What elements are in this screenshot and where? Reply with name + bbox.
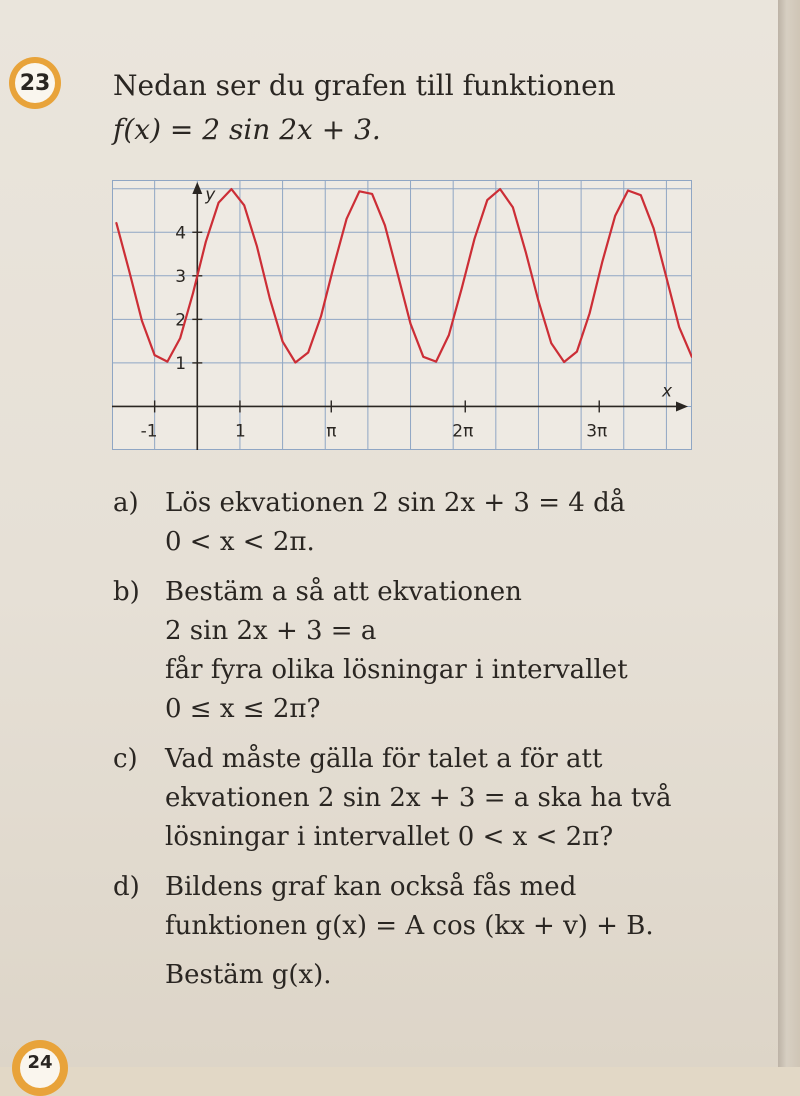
curve-point (115, 222, 117, 224)
y-axis-label: y (205, 185, 216, 205)
curve-point (589, 312, 591, 314)
curve-point (295, 362, 297, 364)
curve-point (678, 326, 680, 328)
question-text: 2 sin 2x + 3 = a (165, 616, 377, 646)
curve-point (627, 190, 629, 192)
x-tick-label: 3π (586, 421, 608, 442)
curve-point (397, 273, 399, 275)
curve-point (461, 288, 463, 290)
curve-point (282, 341, 284, 343)
curve-point (192, 292, 194, 294)
x-axis-label: x (662, 381, 673, 402)
y-tick-label: 3 (175, 266, 187, 287)
curve-point (550, 343, 552, 345)
y-tick-label: 1 (175, 353, 187, 374)
curve-point (205, 241, 207, 243)
question-a (113, 484, 733, 562)
curve-point (410, 323, 412, 325)
question-text: 0 < x < 2π. (165, 527, 315, 557)
question-text: får fyra olika lösningar i intervallet (165, 655, 628, 685)
question-text: ekvationen 2 sin 2x + 3 = a ska ha två (165, 783, 672, 813)
curve-point (218, 202, 220, 204)
question-text: Lös ekvationen 2 sin 2x + 3 = 4 då (165, 488, 626, 518)
curve-point (512, 207, 514, 209)
question-label: d) (113, 872, 140, 902)
graph-svg (112, 180, 692, 450)
x-tick-label: π (326, 421, 337, 442)
curve-point (653, 228, 655, 230)
curve-point (576, 351, 578, 353)
curve-point (307, 352, 309, 354)
question-d (113, 868, 733, 995)
curve-point (167, 361, 169, 363)
curve-point (448, 334, 450, 336)
x-tick-label: 2π (452, 421, 474, 442)
next-exercise-badge (12, 1040, 68, 1096)
curve-point (154, 354, 156, 356)
exercise-number-badge (9, 57, 61, 109)
curve-point (359, 191, 361, 193)
question-c (113, 740, 733, 857)
y-tick-label: 4 (175, 223, 187, 244)
curve-point (346, 218, 348, 220)
page-edge (778, 0, 800, 1067)
question-text: Bestäm a så att ekvationen (165, 577, 522, 607)
curve-point (499, 188, 501, 190)
y-tick-label: 2 (175, 310, 187, 331)
curve-point (538, 300, 540, 302)
curve-point (614, 215, 616, 217)
x-tick-label: -1 (140, 421, 158, 442)
question-text: funktionen g(x) = A cos (kx + v) + B. (165, 911, 654, 941)
function-formula: f(x) = 2 sin 2x + 3. (113, 113, 381, 146)
curve-point (602, 261, 604, 263)
curve-point (525, 251, 527, 253)
curve-point (640, 194, 642, 196)
question-text: Vad måste gälla för talet a för att (165, 744, 603, 774)
curve-point (435, 361, 437, 363)
x-tick-label: 1 (234, 421, 246, 442)
curve-point (423, 356, 425, 358)
grid-border (113, 181, 692, 450)
question-b (113, 573, 733, 729)
curve-point (474, 238, 476, 240)
next-exercise-number: 24 (20, 1048, 60, 1088)
question-text: Bildens graf kan också fås med (165, 872, 577, 902)
question-text: lösningar i intervallet 0 < x < 2π? (165, 822, 614, 852)
question-label: b) (113, 577, 140, 607)
curve-point (486, 199, 488, 201)
curve-point (269, 298, 271, 300)
question-list (113, 484, 733, 1006)
curve-point (243, 204, 245, 206)
curve-point (563, 361, 565, 363)
question-text: Bestäm g(x). (165, 960, 332, 990)
curve-point (320, 316, 322, 318)
x-axis-arrow (676, 401, 688, 411)
function-graph (112, 180, 692, 450)
curve-point (333, 265, 335, 267)
question-text: 0 ≤ x ≤ 2π? (165, 694, 321, 724)
y-axis-arrow (192, 182, 202, 194)
exercise-number: 23 (15, 63, 55, 103)
question-label: c) (113, 744, 138, 774)
curve-point (179, 337, 181, 339)
curve-point (256, 246, 258, 248)
curve-point (231, 188, 233, 190)
curve-point (384, 224, 386, 226)
curve-point (666, 277, 668, 279)
intro-line: Nedan ser du grafen till funktionen (113, 69, 616, 102)
curve-point (128, 270, 130, 272)
curve-point (141, 320, 143, 322)
exercise-intro (113, 64, 616, 152)
curve-point (371, 193, 373, 195)
question-label: a) (113, 488, 139, 518)
